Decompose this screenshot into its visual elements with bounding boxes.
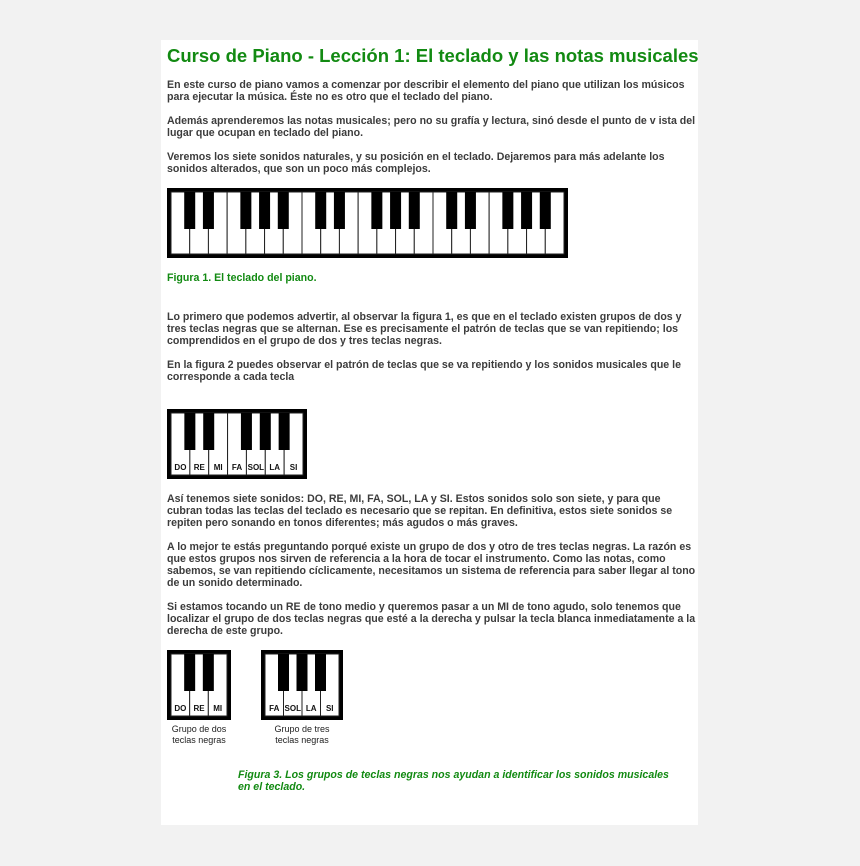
black-key <box>203 654 214 691</box>
black-key <box>446 192 457 229</box>
paragraph-natural-sounds: Veremos los siete sonidos naturales, y su posición en el teclado. Dejaremos para más adelante los sonidos alterados, que son un poco más complejos. <box>167 151 665 175</box>
key-note-label: SOL <box>284 704 301 713</box>
black-key <box>184 654 195 691</box>
black-key <box>521 192 532 229</box>
group-two-caption-line: teclas negras <box>172 735 226 745</box>
key-note-label: FA <box>231 463 243 472</box>
key-note-label: RE <box>193 463 205 472</box>
key-note-label: MI <box>213 704 223 713</box>
page-title: Curso de Piano - Lección 1: El teclado y las notas musicales <box>167 45 699 66</box>
figure3-group-two-keyboard <box>167 650 231 720</box>
figure1-keyboard <box>167 188 568 258</box>
paragraph-figure2-intro: En la figura 2 puedes observar el patrón de teclas que se va repitiendo y los sonidos musicales que le corresponde a cada tecla <box>167 359 681 383</box>
black-key <box>465 192 476 229</box>
paragraph-notes: Además aprenderemos las notas musicales; pero no su grafía y lectura, sinó desde el punto de v ista del lugar que ocupan en teclado del piano. <box>167 115 696 139</box>
figure3-group-three-keyboard <box>261 650 343 720</box>
key-note-label: SOL <box>247 463 265 472</box>
paragraph-example: Si estamos tocando un RE de tono medio y queremos pasar a un MI de tono agudo, solo tenemos que localizar el grupo de dos teclas negras que esté a la derecha y pulsar la tecla blanca inmediatamente a la derecha de este grupo. <box>167 601 696 637</box>
black-key <box>279 413 290 450</box>
paragraph-why-groups: A lo mejor te estás preguntando porqué existe un grupo de dos y otro de tres teclas negras. La razón es que estos grupos nos sirven de referencia a la hora de tocar el instrumento. Como las notas, como sabemos, se van repitiendo cíclicamente, necesitamos un sistema de referencia para saber llegar al tono de un sonido determinado. <box>167 541 696 589</box>
group-three-caption-line: teclas negras <box>275 735 329 745</box>
black-key <box>260 413 271 450</box>
paragraph-groups: Lo primero que podemos advertir, al observar la figura 1, es que en el teclado existen grupos de dos y tres teclas negras que se alternan. Ese es precisamente el patrón de teclas que se van repitiendo; los comprendidos en el grupo de dos y tres teclas negras. <box>167 311 682 347</box>
key-note-label: FA <box>269 704 280 713</box>
group-three-caption <box>261 724 343 746</box>
key-note-label: RE <box>193 704 205 713</box>
paragraph-intro: En este curso de piano vamos a comenzar por describir el elemento del piano que utilizan los músicos para ejecutar la música. Éste no es otro que el teclado del piano. <box>167 79 685 103</box>
black-key <box>371 192 382 229</box>
black-key <box>184 192 195 229</box>
figure3-caption-line: Figura 3. Los grupos de teclas negras nos ayudan a identificar los sonidos musicales <box>238 769 669 781</box>
key-note-label: DO <box>174 463 187 472</box>
group-two-caption <box>161 724 237 746</box>
black-key <box>297 654 308 691</box>
figure3-caption-line: en el teclado. <box>238 781 306 793</box>
black-key <box>259 192 270 229</box>
black-key <box>315 654 326 691</box>
group-two-caption-line: Grupo de dos <box>171 724 227 734</box>
black-key <box>278 192 289 229</box>
black-key <box>409 192 420 229</box>
key-note-label: LA <box>269 463 281 472</box>
black-key <box>540 192 551 229</box>
group-three-caption-line: Grupo de tres <box>274 724 330 734</box>
figure2-keyboard <box>167 409 307 479</box>
lesson-page <box>161 40 698 825</box>
key-note-label: MI <box>213 463 223 472</box>
black-key <box>390 192 401 229</box>
key-note-label: LA <box>305 704 317 713</box>
figure3-caption <box>238 769 669 793</box>
black-key <box>203 413 214 450</box>
black-key <box>184 413 195 450</box>
key-note-label: SI <box>325 704 334 713</box>
black-key <box>334 192 345 229</box>
figure1-caption: Figura 1. El teclado del piano. <box>167 272 317 284</box>
key-note-label: SI <box>289 463 298 472</box>
key-note-label: DO <box>174 704 187 713</box>
black-key <box>241 413 252 450</box>
black-key <box>502 192 513 229</box>
black-key <box>203 192 214 229</box>
black-key <box>278 654 289 691</box>
paragraph-seven-sounds: Así tenemos siete sonidos: DO, RE, MI, FA, SOL, LA y SI. Estos sonidos solo son siete, y para que cubran todas las teclas del teclado es necesario que se repitan. En definitiva, estos siete sonidos se repiten pero sonando en tonos diferentes; más agudos o más graves. <box>167 493 673 529</box>
black-key <box>240 192 251 229</box>
black-key <box>315 192 326 229</box>
